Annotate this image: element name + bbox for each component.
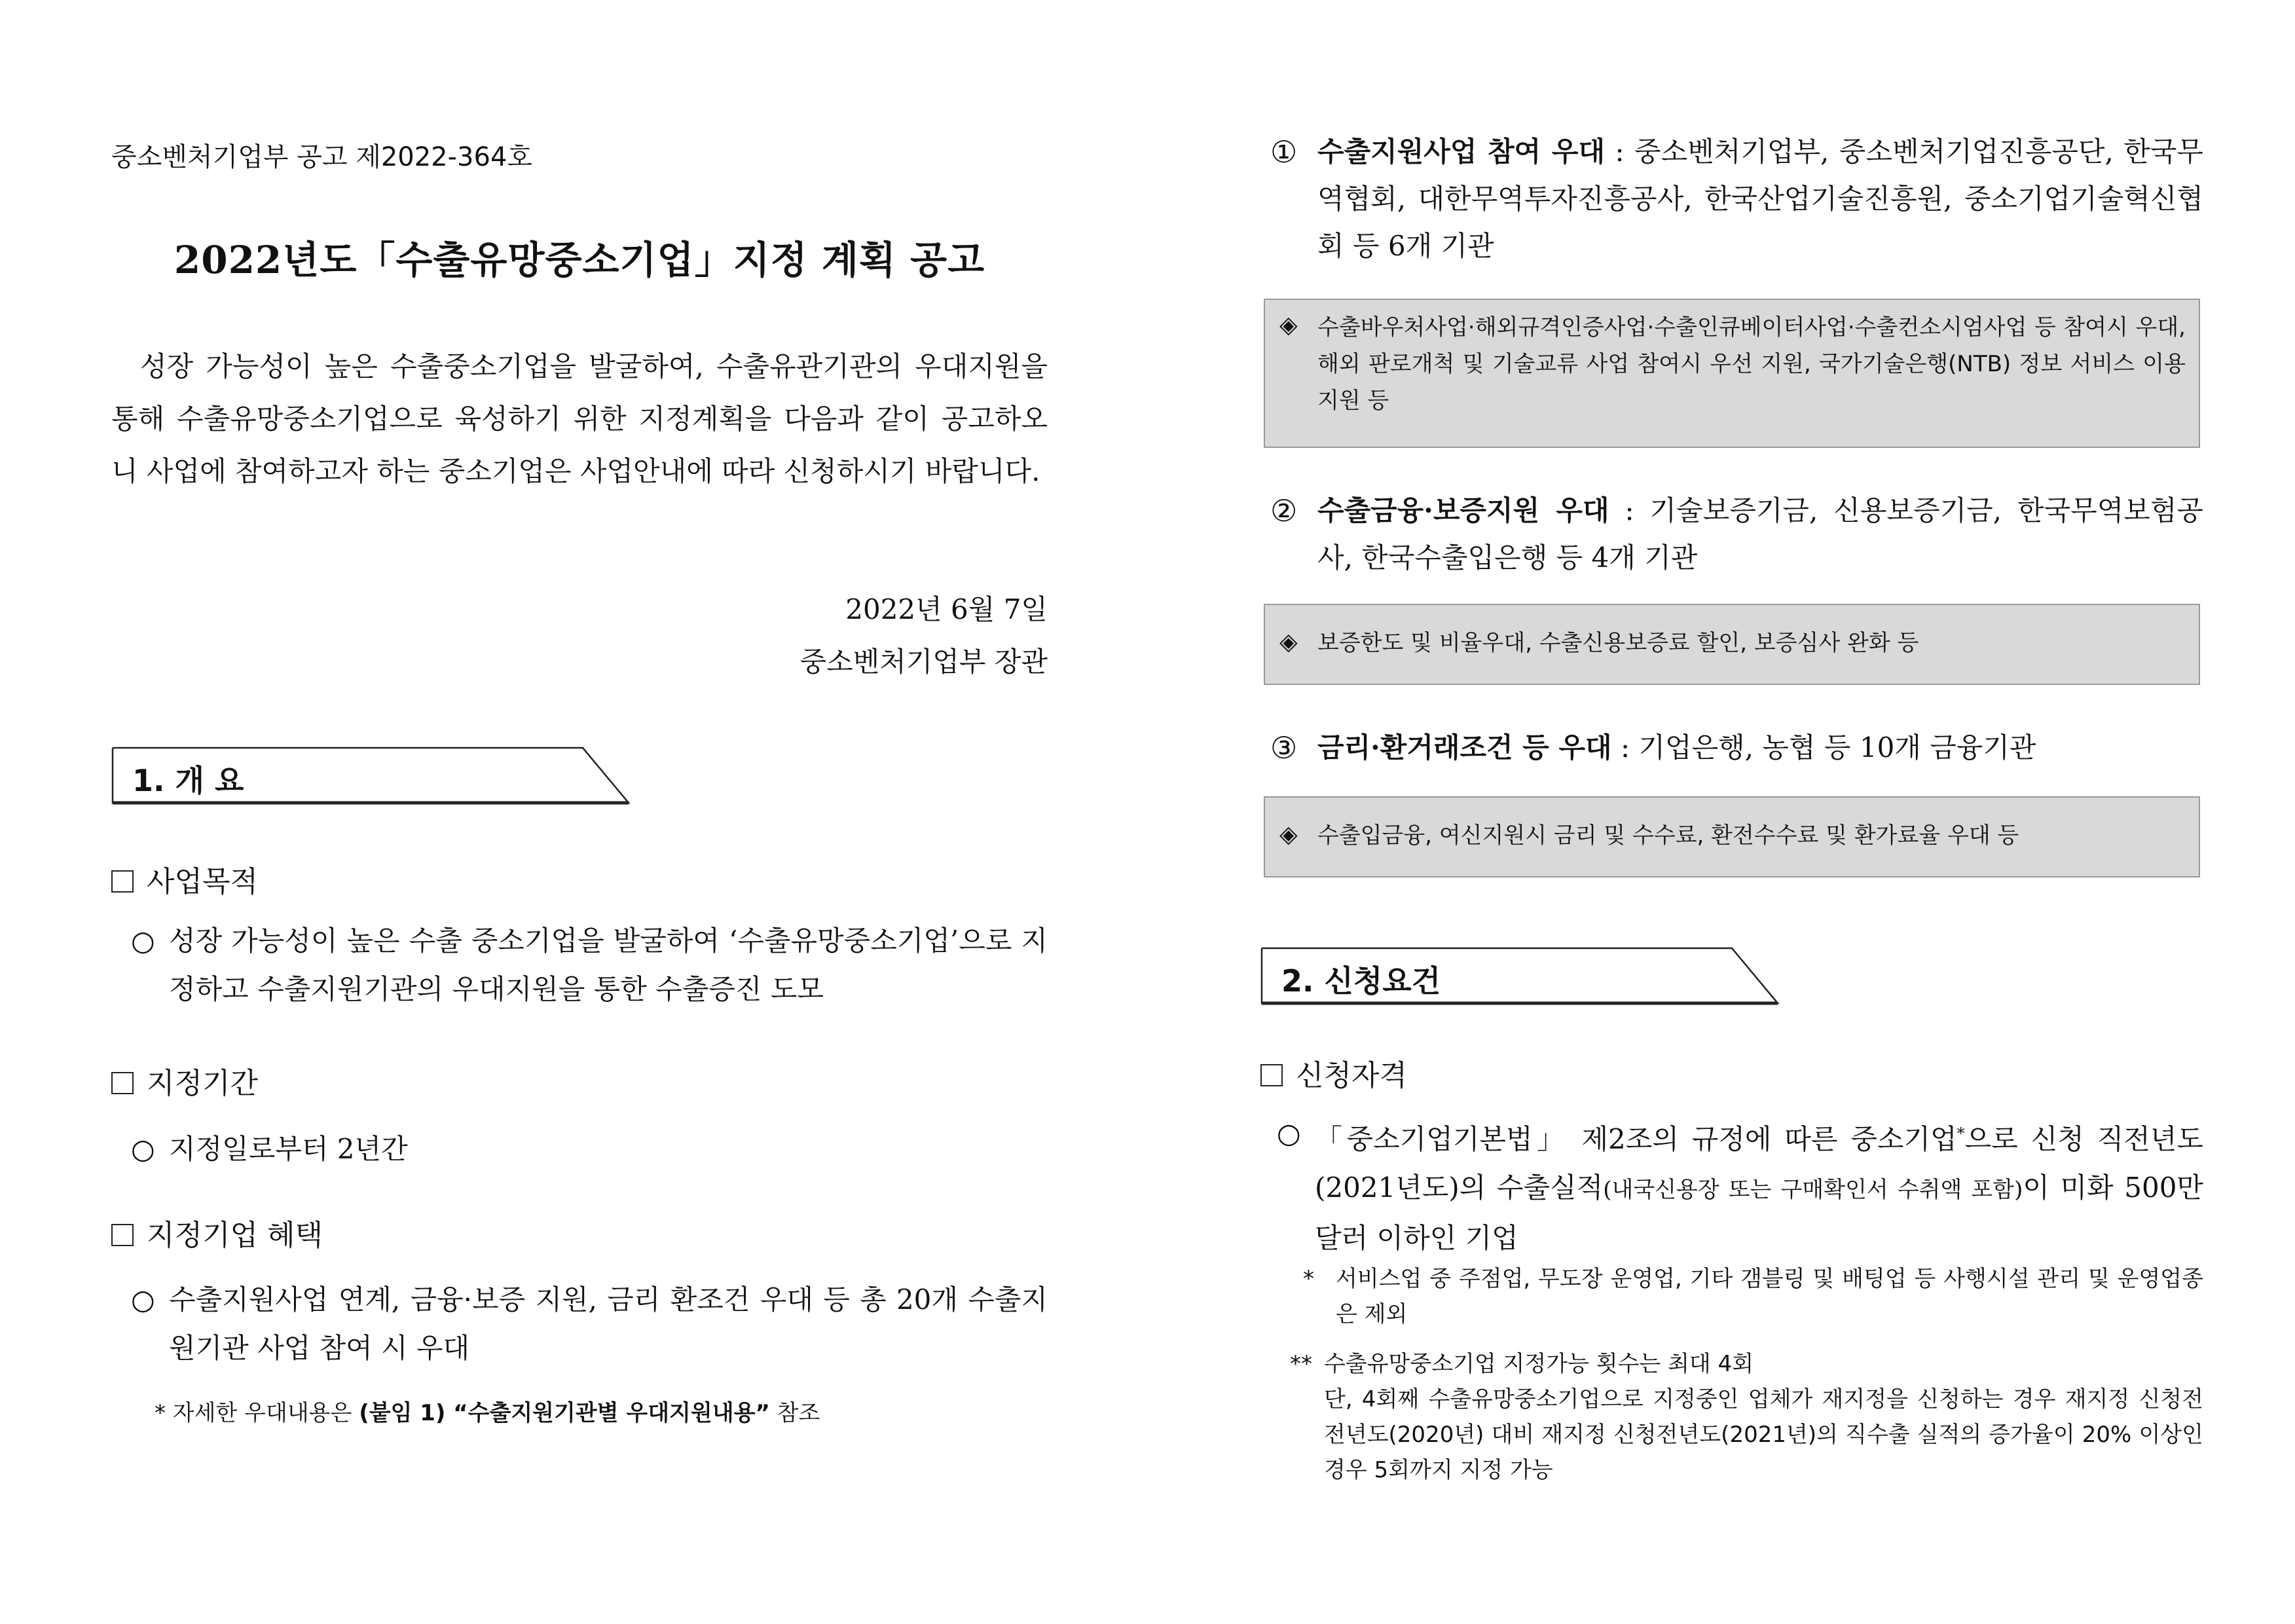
benefit-3-body: [1317, 724, 2203, 771]
footnote-1-mark: *: [1303, 1266, 1314, 1292]
note-appendix-ref: (붙임 1) “수출지원기관별 우대지원내용”: [359, 1400, 770, 1426]
benefit-2-title: 수출금융·보증지원 우대: [1317, 494, 1609, 526]
purpose-item: [131, 917, 1048, 1022]
circled-number-1: ①: [1270, 134, 1298, 170]
circle-bullet-icon: ○: [131, 925, 155, 957]
diamond-bullet-icon: ◈: [1279, 629, 1298, 655]
benefit-1-body: [1317, 128, 2203, 270]
benefit-1-detail: 수출바우처사업·해외규격인증사업·수출인큐베이터사업·수출컨소시엄사업 등 참여시 우대, 해외 판로개척 및 기술교류 사업 참여시 우선 지원, 국가기술은행(NTB) 정보 서비스 이용 지원 등: [1317, 314, 2186, 414]
checkbox-square-icon: [111, 1224, 134, 1246]
benefit-3: [1270, 724, 2203, 777]
note-suffix: 참조: [769, 1400, 820, 1426]
circle-bullet-icon: ○: [131, 1283, 155, 1316]
footnote-2: [1290, 1346, 2203, 1504]
benefit-1-title: 수출지원사업 참여 우대: [1317, 136, 1606, 168]
notice-number: 중소벤처기업부 공고 제2022-364호: [111, 142, 533, 172]
eligibility-text-a: 「중소기업기본법」 제2조의 규정에 따른 중소기업: [1315, 1123, 1957, 1155]
benefit-reference-note: [155, 1395, 820, 1427]
eligibility-text-c: 이 미화 500만 달러 이하인 기업: [1315, 1172, 2204, 1254]
benefit-2-detail-box: [1264, 604, 2200, 685]
benefit-3-detail-box: [1264, 796, 2200, 877]
diamond-bullet-icon: ◈: [1279, 312, 1298, 339]
benefit-3-title: 금리·환거래조건 등 우대: [1317, 731, 1612, 764]
benefit-text: 수출지원사업 연계, 금융·보증 지원, 금리 환조건 우대 등 총 20개 수출지원기관 사업 참여 시 우대: [169, 1283, 1048, 1364]
benefit-item: [131, 1276, 1048, 1380]
checkbox-square-icon: [111, 1072, 134, 1094]
footnote-2-mark: **: [1290, 1351, 1312, 1377]
circle-bullet-icon: ○: [1277, 1117, 1301, 1149]
circled-number-2: ②: [1270, 493, 1298, 528]
section-1-title: 1. 개 요: [132, 763, 244, 798]
circle-bullet-icon: ○: [131, 1133, 155, 1165]
period-item: [131, 1125, 1048, 1177]
footnote-2-line2: 단, 4회째 수출유망중소기업으로 지정중인 업체가 재지정을 신청하는 경우 재지정 신청전전년도(2020년) 대비 재지정 신청전년도(2021년)의 직수출 실적의 증가율이 20% 이상인 경우 5회까지 지정 가능: [1324, 1386, 2203, 1483]
issuer: 중소벤처기업부 장관: [799, 646, 1048, 678]
eligibility-paren: (내국신용장 또는 구매확인서 수취액 포함): [1603, 1177, 2023, 1203]
footnote-1: [1303, 1261, 2203, 1340]
footnote-2-line1: 수출유망중소기업 지정가능 횟수는 최대 4회: [1324, 1351, 1754, 1377]
eligibility-heading-label: 신청자격: [1296, 1059, 1408, 1092]
benefit-1: [1270, 128, 2203, 279]
benefit-heading: [111, 1211, 323, 1253]
benefit-2-text: : 기술보증기금, 신용보증기금, 한국무역보험공사, 한국수출입은행 등 4개 기관: [1317, 494, 2203, 574]
period-heading-label: 지정기간: [147, 1067, 259, 1100]
purpose-text: 성장 가능성이 높은 수출 중소기업을 발굴하여 ‘수출유망중소기업’으로 지정하고 수출지원기관의 우대지원을 통한 수출증진 도모: [169, 925, 1048, 1005]
note-prefix: * 자세한 우대내용은: [155, 1400, 359, 1426]
section-2-title: 2. 신청요건: [1281, 963, 1441, 999]
purpose-heading-label: 사업목적: [147, 865, 259, 898]
announcement-date: 2022년 6월 7일: [845, 593, 1048, 625]
benefit-3-detail: 수출입금융, 여신지원시 금리 및 수수료, 환전수수료 및 환가료율 우대 등: [1317, 822, 2019, 849]
section-1-header: [111, 747, 635, 804]
diamond-bullet-icon: ◈: [1279, 821, 1298, 848]
eligibility-heading: [1260, 1052, 1407, 1094]
page-title: 2022년도「수출유망중소기업」지정 계획 공고: [174, 238, 985, 282]
benefit-2-detail: 보증한도 및 비율우대, 수출신용보증료 할인, 보증심사 완화 등: [1317, 630, 1919, 656]
eligibility-text: [1315, 1109, 2203, 1263]
benefit-2: [1270, 487, 2203, 592]
benefit-2-body: [1317, 487, 2203, 581]
period-heading: [111, 1060, 258, 1101]
eligibility-item: [1277, 1109, 2203, 1260]
eligibility-text-b: 으로 신청 직전년도(2021년도)의 수출실적: [1315, 1123, 2203, 1204]
period-text: 지정일로부터 2년간: [169, 1133, 408, 1165]
checkbox-square-icon: [1260, 1064, 1283, 1086]
section-2-header: [1260, 947, 1784, 1005]
purpose-heading: [111, 858, 258, 900]
benefit-3-text: : 기업은행, 농협 등 10개 금융기관: [1611, 731, 2036, 764]
intro-paragraph: 성장 가능성이 높은 수출중소기업을 발굴하여, 수출유관기관의 우대지원을 통해 수출유망중소기업으로 육성하기 위한 지정계획을 다음과 같이 공고하오니 사업에 참여하고자 하는 중소기업은 사업안내에 따라 신청하시기 바랍니다.: [111, 350, 1048, 487]
benefit-heading-label: 지정기업 혜택: [147, 1219, 323, 1252]
footnote-1-text: 서비스업 중 주점업, 무도장 운영업, 기타 갬블링 및 배팅업 등 사행시설 관리 및 운영업종은 제외: [1336, 1266, 2203, 1327]
benefit-1-detail-box: [1264, 299, 2200, 448]
eligibility-star: *: [1956, 1124, 1965, 1143]
benefit-1-text: : 중소벤처기업부, 중소벤처기업진흥공단, 한국무역협회, 대한무역투자진흥공사, 한국산업기술진흥원, 중소기업기술혁신협회 등 6개 기관: [1317, 136, 2203, 262]
circled-number-3: ③: [1270, 730, 1298, 766]
checkbox-square-icon: [111, 870, 134, 893]
